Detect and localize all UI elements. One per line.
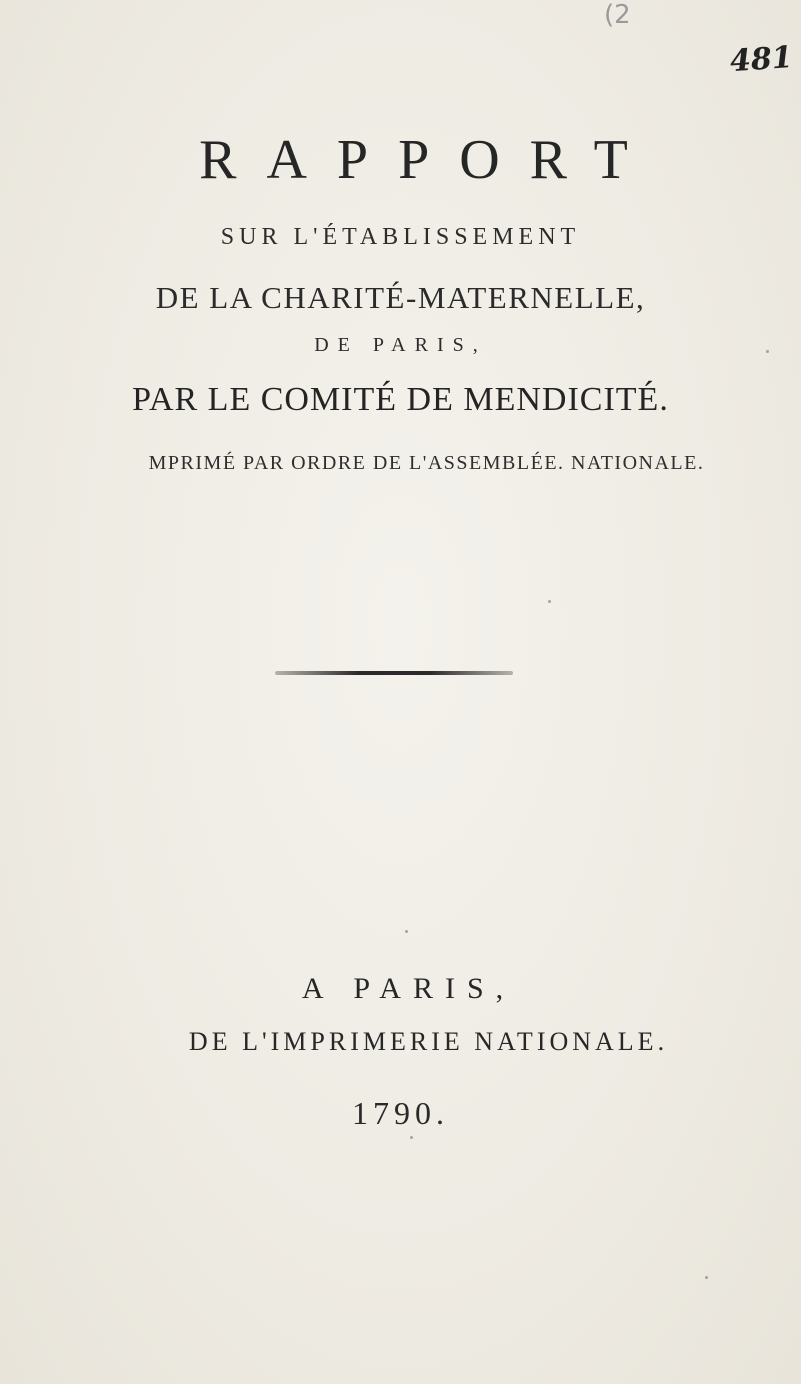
imprint-line: MPRIMÉ PAR ORDRE DE L'ASSEMBLÉE. NATIONALE. xyxy=(148,452,705,474)
handwritten-catalog-number: 481 xyxy=(728,39,794,80)
publication-place: A PARIS, xyxy=(301,972,516,1005)
decorative-rule xyxy=(275,671,513,675)
paper-speck xyxy=(410,1136,413,1139)
paper-speck xyxy=(405,930,408,933)
paper-speck xyxy=(548,600,551,603)
paper-speck xyxy=(766,350,769,353)
page-title: RAPPORT xyxy=(199,129,658,191)
publication-year: 1790. xyxy=(352,1095,449,1131)
subtitle-line-1: SUR L'ÉTABLISSEMENT xyxy=(220,224,581,250)
printer-line: DE L'IMPRIMERIE NATIONALE. xyxy=(188,1027,669,1056)
subtitle-line-2: DE LA CHARITÉ-MATERNELLE, xyxy=(155,280,646,315)
author-line: PAR LE COMITÉ DE MENDICITÉ. xyxy=(132,381,669,418)
paper-speck xyxy=(705,1276,708,1279)
subtitle-line-3: DE PARIS, xyxy=(314,334,487,356)
handwritten-top-mark: (2 xyxy=(604,0,631,30)
